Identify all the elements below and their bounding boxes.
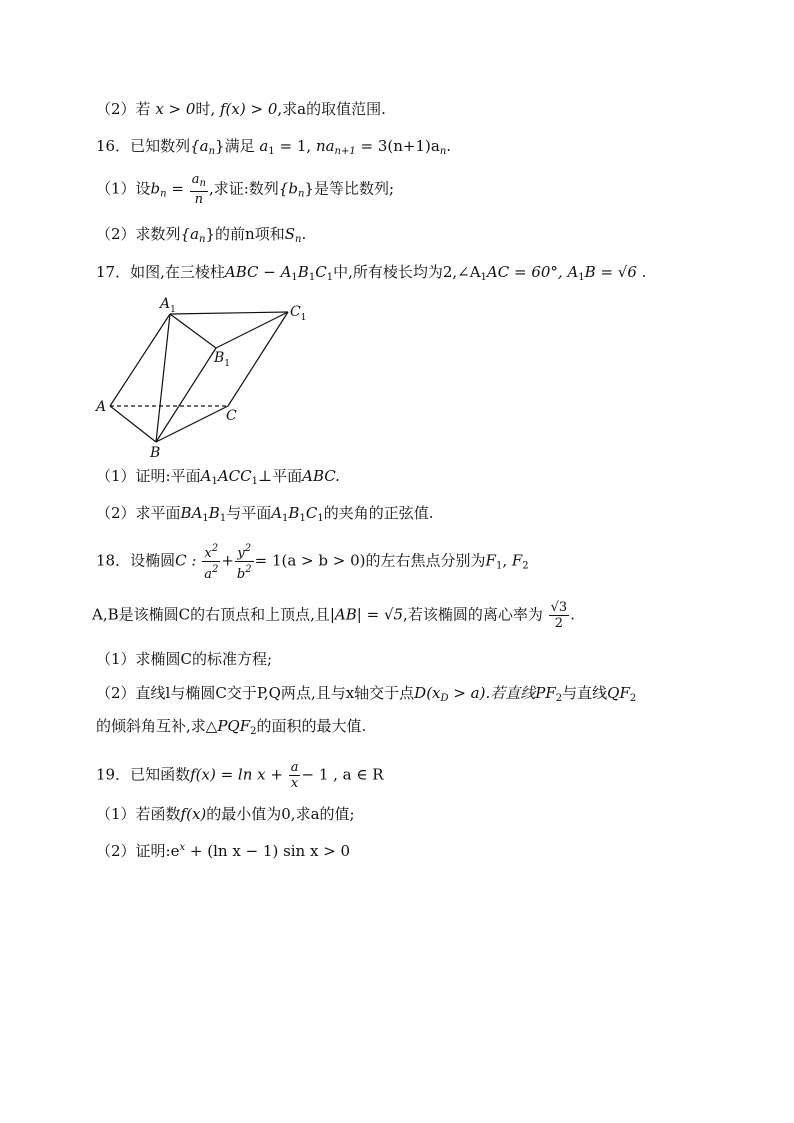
label-c: C — [226, 408, 237, 424]
edge-a1b1 — [170, 314, 216, 348]
label-c1: $C_1$ — [290, 304, 307, 323]
prism-diagram — [92, 294, 312, 460]
label-b: B — [150, 445, 161, 460]
q18-part1: （1）求椭圆C的标准方程; — [96, 650, 273, 668]
prism-figure — [92, 294, 312, 460]
q17-stem: 17．如图,在三棱柱ABC − $A_1B_1C_1$中,所有棱长均为$2,\angle A_1AC = 60^\circ$, $A_1B = √6$ . — [96, 263, 647, 283]
q17-part2: （2）求平面$BA_1B_1$与平面$A_1B_1C_1$的夹角的正弦值. — [96, 504, 434, 524]
q16-part1: （1）设$b_n$ = $\frac{a_n}{n}$ ,求证:数列$\{b_n\}$是等比数列; — [96, 172, 395, 207]
label-a1: $A_1$ — [160, 296, 176, 315]
label-a: A — [96, 399, 107, 415]
q16-stem: 16．已知数列$\{a_n\}$满足 $a_1 = 1$, $na_{n+1} = 3(n+1)a_n$. — [96, 137, 452, 157]
edge-a1c1 — [170, 312, 288, 314]
q19-stem: 19．已知函数f(x) = ln x + $\frac{a}{x}$ − 1 , a ∈ R — [96, 760, 384, 791]
q18-line2: A,B是该椭圆C的右顶点和上顶点,且|AB| = √5,若该椭圆的离心率为 $\frac{√3}{2}$ . — [92, 600, 575, 631]
q15-part2: （2）若 x > 0时, f(x) > 0,求a的取值范围. — [96, 100, 386, 118]
q16-part2: （2）求数列$\{a_n\}$的前n项和$S_n$. — [96, 225, 307, 245]
q18-part2-cont: 的倾斜角互补,求$\triangle PQF_2$的面积的最大值. — [96, 717, 367, 737]
edge-cc1 — [228, 312, 288, 406]
q19-part1: （1）若函数f(x)的最小值为0,求a的值; — [96, 805, 355, 823]
q17-part1: （1）证明:平面$A_1ACC_1\perp$平面ABC. — [96, 467, 340, 487]
q18-part2: （2）直线l与椭圆C交于P,Q两点,且与x轴交于点$D(x_D > a)$.若直线$PF_2$与直线$QF_2$ — [96, 684, 637, 704]
q18-stem: 18．设椭圆C : $\frac{x^2}{a^2}$ + $\frac{y^2}{b^2}$ = 1(a > b > 0)的左右焦点分别为$F_1$, $F_2$ — [96, 543, 529, 582]
label-b1: $B_1$ — [214, 350, 231, 369]
q19-part2: （2）证明$:e^x + (\ln$ x − 1) sin x > 0 — [96, 842, 351, 860]
edge-ab — [110, 406, 156, 442]
